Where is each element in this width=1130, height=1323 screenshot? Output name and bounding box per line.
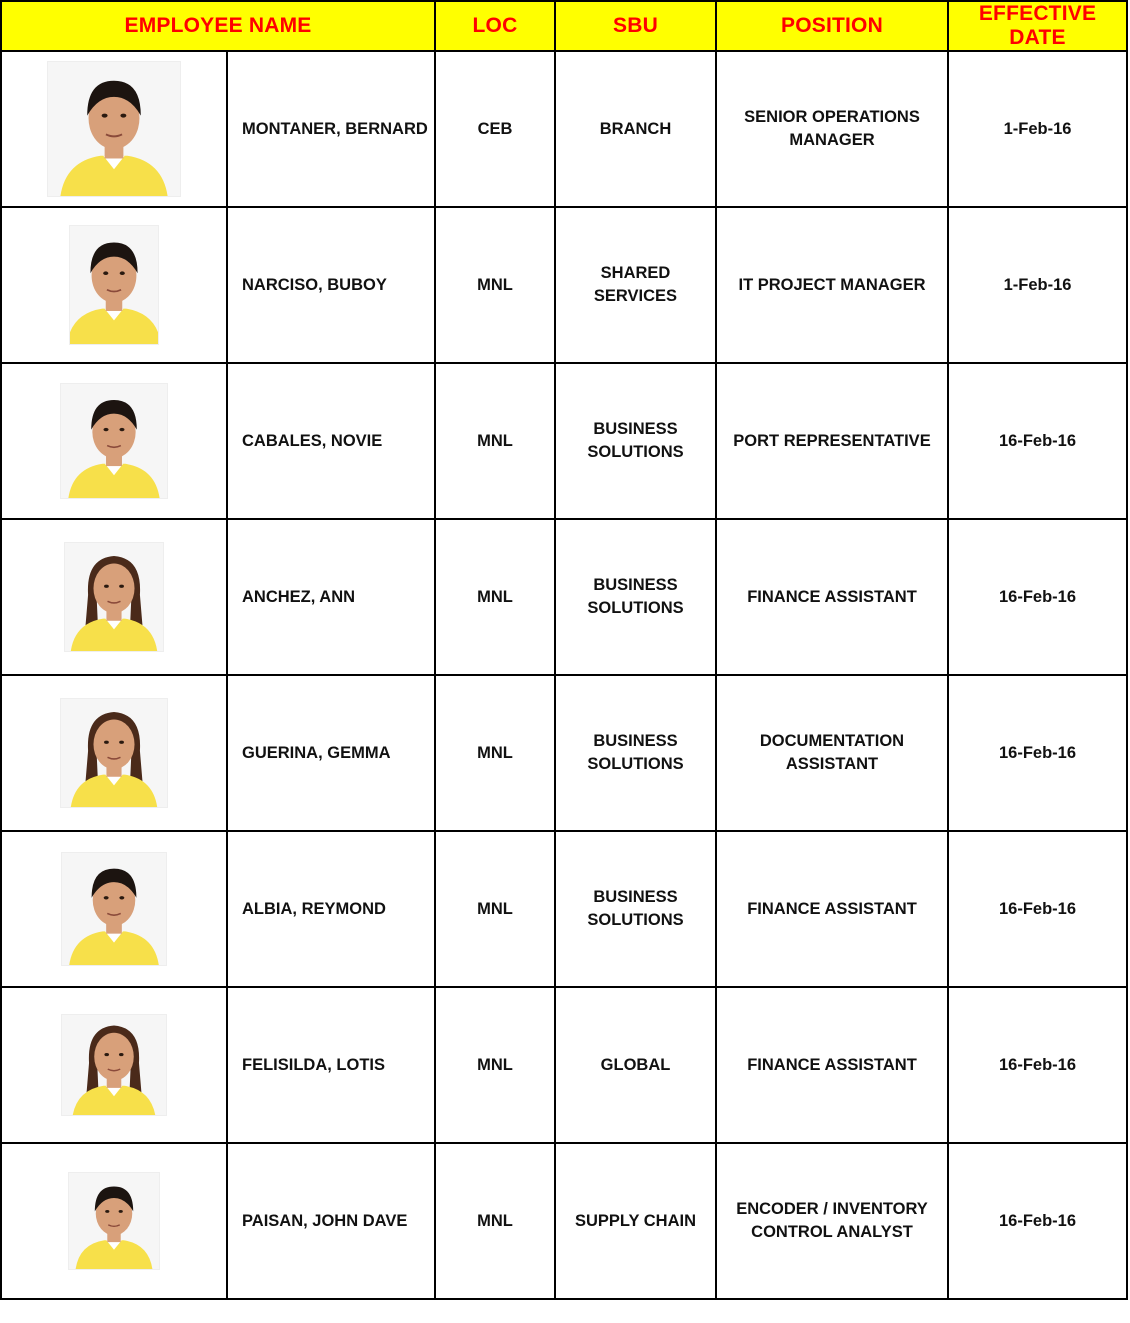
male-portrait-icon bbox=[69, 225, 159, 345]
photo-cell bbox=[1, 831, 227, 987]
male-portrait-icon bbox=[68, 1172, 160, 1270]
effective-date: 16-Feb-16 bbox=[948, 987, 1127, 1143]
employee-name: MONTANER, BERNARD bbox=[227, 51, 435, 207]
employee-name: FELISILDA, LOTIS bbox=[227, 987, 435, 1143]
position-text: FINANCE ASSISTANT bbox=[747, 587, 917, 606]
photo-cell bbox=[1, 51, 227, 207]
effective-date: 16-Feb-16 bbox=[948, 1143, 1127, 1299]
employee-name: GUERINA, GEMMA bbox=[227, 675, 435, 831]
employee-sbu bbox=[555, 987, 716, 1143]
position-text: IT PROJECT MANAGER bbox=[738, 275, 926, 294]
employee-name: NARCISO, BUBOY bbox=[227, 207, 435, 363]
header-loc: LOC bbox=[435, 1, 555, 51]
employee-position bbox=[716, 987, 948, 1143]
male-portrait-icon bbox=[47, 61, 181, 197]
photo-cell bbox=[1, 1143, 227, 1299]
position-text: SENIOR OPERATIONS MANAGER bbox=[744, 108, 920, 149]
position-text: PORT REPRESENTATIVE bbox=[733, 431, 931, 450]
employee-name: ALBIA, REYMOND bbox=[227, 831, 435, 987]
photo-cell bbox=[1, 207, 227, 363]
female-portrait-icon bbox=[60, 698, 168, 808]
sbu-text: BRANCH bbox=[599, 119, 672, 138]
employee-sbu bbox=[555, 675, 716, 831]
position-text: FINANCE ASSISTANT bbox=[747, 1055, 917, 1074]
employee-sbu bbox=[555, 519, 716, 675]
position-text: FINANCE ASSISTANT bbox=[747, 899, 917, 918]
table-row bbox=[1, 987, 1127, 1143]
employee-sbu bbox=[555, 51, 716, 207]
sbu-text: SHARED SERVICES bbox=[593, 264, 678, 305]
position-text: DOCUMENTATION ASSISTANT bbox=[759, 732, 905, 773]
employee-loc: MNL bbox=[435, 675, 555, 831]
employee-sbu bbox=[555, 207, 716, 363]
sbu-text: BUSINESS SOLUTIONS bbox=[587, 420, 684, 461]
effective-date: 1-Feb-16 bbox=[948, 207, 1127, 363]
table-row bbox=[1, 363, 1127, 519]
employee-loc: CEB bbox=[435, 51, 555, 207]
effective-date: 16-Feb-16 bbox=[948, 675, 1127, 831]
table-row bbox=[1, 831, 1127, 987]
header-sbu: SBU bbox=[555, 1, 716, 51]
employee-position bbox=[716, 519, 948, 675]
employee-position bbox=[716, 831, 948, 987]
employee-position bbox=[716, 207, 948, 363]
employee-loc: MNL bbox=[435, 987, 555, 1143]
table-row bbox=[1, 207, 1127, 363]
male-portrait-icon bbox=[60, 383, 168, 499]
employee-loc: MNL bbox=[435, 831, 555, 987]
header-position: POSITION bbox=[716, 1, 948, 51]
effective-date: 16-Feb-16 bbox=[948, 831, 1127, 987]
photo-cell bbox=[1, 363, 227, 519]
effective-date: 1-Feb-16 bbox=[948, 51, 1127, 207]
employee-name: PAISAN, JOHN DAVE bbox=[227, 1143, 435, 1299]
position-text: ENCODER / INVENTORY CONTROL ANALYST bbox=[736, 1200, 928, 1241]
sbu-text: BUSINESS SOLUTIONS bbox=[587, 888, 684, 929]
photo-cell bbox=[1, 519, 227, 675]
female-portrait-icon bbox=[61, 1014, 167, 1116]
table-row bbox=[1, 51, 1127, 207]
employee-position bbox=[716, 675, 948, 831]
sbu-text: BUSINESS SOLUTIONS bbox=[587, 732, 684, 773]
header-employee-name: EMPLOYEE NAME bbox=[1, 1, 435, 51]
employee-sbu bbox=[555, 831, 716, 987]
employee-loc: MNL bbox=[435, 1143, 555, 1299]
sbu-text: BUSINESS SOLUTIONS bbox=[587, 576, 684, 617]
photo-cell bbox=[1, 675, 227, 831]
employee-loc: MNL bbox=[435, 363, 555, 519]
sbu-text: GLOBAL bbox=[600, 1055, 671, 1074]
employee-name: ANCHEZ, ANN bbox=[227, 519, 435, 675]
female-portrait-icon bbox=[64, 542, 164, 652]
sbu-text: SUPPLY CHAIN bbox=[574, 1211, 697, 1230]
table-row bbox=[1, 675, 1127, 831]
employee-loc: MNL bbox=[435, 207, 555, 363]
table-header-row bbox=[1, 1, 1127, 51]
employee-sbu bbox=[555, 1143, 716, 1299]
effective-date: 16-Feb-16 bbox=[948, 519, 1127, 675]
employee-position bbox=[716, 51, 948, 207]
employee-loc: MNL bbox=[435, 519, 555, 675]
effective-date: 16-Feb-16 bbox=[948, 363, 1127, 519]
male-portrait-icon bbox=[61, 852, 167, 966]
photo-cell bbox=[1, 987, 227, 1143]
employee-position bbox=[716, 1143, 948, 1299]
employee-name: CABALES, NOVIE bbox=[227, 363, 435, 519]
employee-sbu bbox=[555, 363, 716, 519]
header-effective-date: EFFECTIVE DATE bbox=[948, 1, 1127, 51]
employee-position bbox=[716, 363, 948, 519]
table-row bbox=[1, 519, 1127, 675]
table-row bbox=[1, 1143, 1127, 1299]
